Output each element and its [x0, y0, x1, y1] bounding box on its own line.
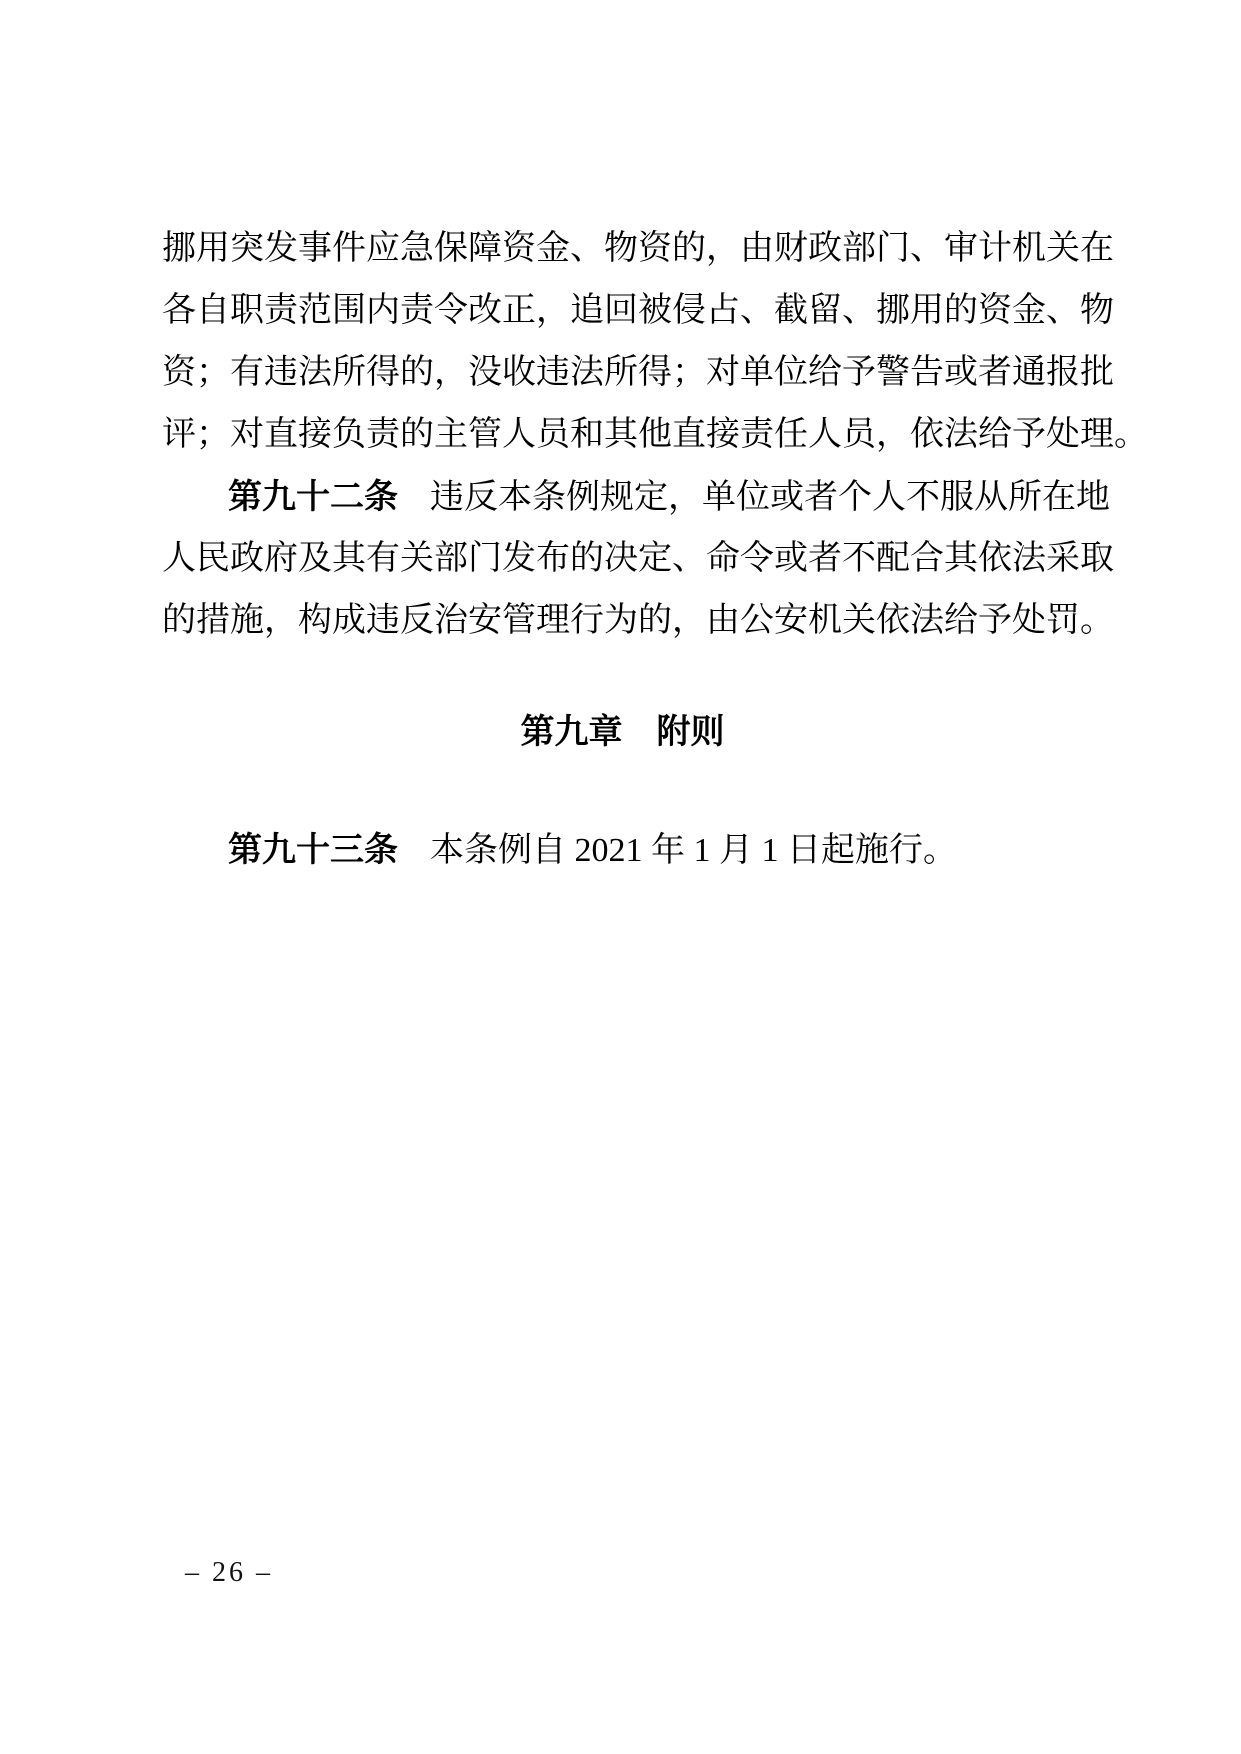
page-number: – 26 – [185, 1557, 273, 1588]
body-text-line: 人民政府及其有关部门发布的决定、命令或者不配合其依法采取 [162, 540, 1114, 577]
article-93 [162, 819, 1083, 881]
chapter-title: 附则 [656, 713, 725, 751]
document-body [162, 218, 1148, 881]
body-text-line: 各自职责范围内责令改正，追回被侵占、截留、挪用的资金、物 [162, 292, 1114, 329]
chapter-9-heading [162, 701, 1083, 763]
article-92 [162, 466, 1114, 652]
paragraph-penalty-funds [162, 218, 1148, 466]
article-93-text: 本条例自 2021 年 1 月 1 日起施行。 [430, 832, 957, 869]
body-text-line: 挪用突发事件应急保障资金、物资的，由财政部门、审计机关在 [162, 230, 1114, 267]
article-93-number: 第九十三条 [228, 831, 398, 869]
chapter-number: 第九章 [520, 713, 623, 751]
article-92-number: 第九十二条 [228, 478, 398, 516]
body-text-line: 资；有违法所得的，没收违法所得；对单位给予警告或者通报批 [162, 354, 1114, 391]
body-text-line: 评；对直接负责的主管人员和其他直接责任人员，依法给予处理。 [162, 416, 1148, 453]
body-text-line: 的措施，构成违反治安管理行为的，由公安机关依法给予处罚。 [162, 602, 1114, 639]
article-92-first-line [162, 466, 1110, 528]
article-92-first-line-text: 违反本条例规定，单位或者个人不服从所在地 [430, 479, 1110, 516]
